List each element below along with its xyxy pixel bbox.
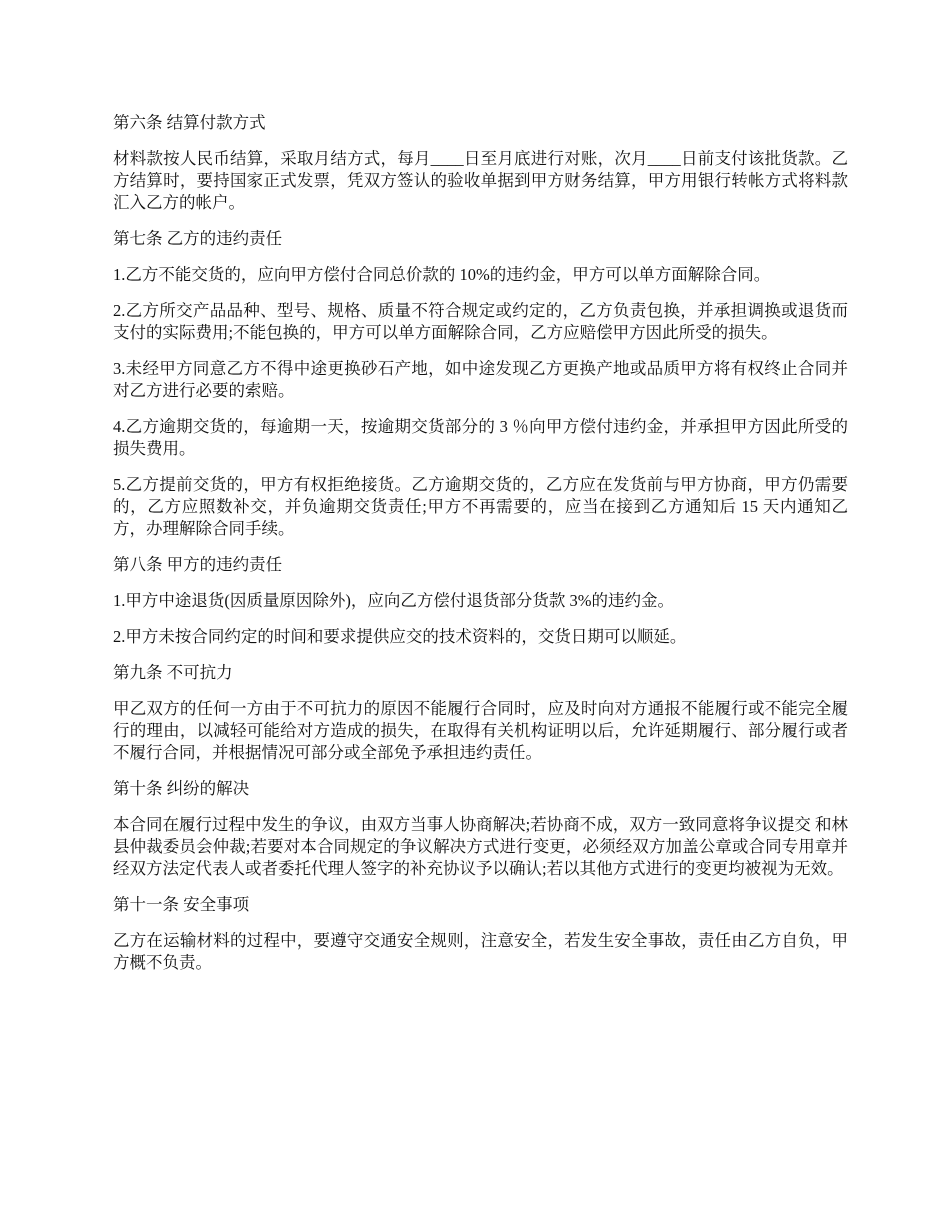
article-8-heading: 第八条 甲方的违约责任 [113,555,283,574]
article-8-item-1: 1.甲方中途退货(因质量原因除外)，应向乙方偿付退货部分货款 3%的违约金。 [113,591,674,610]
article-7-item-2: 2.乙方所交产品品种、型号、规格、质量不符合规定或约定的，乙方负责包换，并承担调换或退货而支付的实际费用;不能包换的，甲方可以单方面解除合同，乙方应赔偿甲方因此所受的损失。 [113,301,848,342]
article-11-body: 乙方在运输材料的过程中，要遵守交通安全规则，注意安全，若发生安全事故，责任由乙方自负，甲方概不负责。 [113,931,848,972]
article-10-heading: 第十条 纠纷的解决 [113,779,250,798]
article-9-heading: 第九条 不可抗力 [113,663,233,682]
document-page [113,112,848,988]
article-7-item-5: 5.乙方提前交货的，甲方有权拒绝接货。乙方逾期交货的，乙方应在发货前与甲方协商，甲方仍需要的，乙方应照数补交，并负逾期交货责任;甲方不再需要的，应当在接到乙方通知后 15 天内通知乙方，办理解除合同手续。 [113,475,848,538]
article-8-item-2: 2.甲方未按合同约定的时间和要求提供应交的技术资料的，交货日期可以顺延。 [113,627,687,646]
article-6-heading: 第六条 结算付款方式 [113,113,266,132]
article-9-body: 甲乙双方的任何一方由于不可抗力的原因不能履行合同时，应及时向对方通报不能履行或不能完全履行的理由，以减轻可能给对方造成的损失，在取得有关机构证明以后，允许延期履行、部分履行或者不履行合同，并根据情况可部分或全部免予承担违约责任。 [113,699,848,762]
article-7-item-1: 1.乙方不能交货的，应向甲方偿付合同总价款的 10%的违约金，甲方可以单方面解除合同。 [113,265,771,284]
article-7-item-3: 3.未经甲方同意乙方不得中途更换砂石产地，如中途发现乙方更换产地或品质甲方将有权终止合同并对乙方进行必要的索赔。 [113,359,848,400]
article-11-heading: 第十一条 安全事项 [113,895,250,914]
article-10-body: 本合同在履行过程中发生的争议，由双方当事人协商解决;若协商不成，双方一致同意将争议提交 和林县仲裁委员会仲裁;若要对本合同规定的争议解决方式进行变更，必须经双方加盖公章或合同专用章并经双方法定代表人或者委托代理人签字的补充协议予以确认;若以其他方式进行的变更均被视为无效。 [113,815,848,878]
article-7-item-4: 4.乙方逾期交货的，每逾期一天，按逾期交货部分的 3 ％向甲方偿付违约金，并承担甲方因此所受的损失费用。 [113,417,848,458]
article-7-heading: 第七条 乙方的违约责任 [113,229,283,248]
article-6-body: 材料款按人民币结算，采取月结方式，每月____日至月底进行对账，次月____日前支付该批货款。乙方结算时，要持国家正式发票，凭双方签认的验收单据到甲方财务结算，甲方用银行转帐方式将料款汇入乙方的帐户。 [113,149,848,212]
